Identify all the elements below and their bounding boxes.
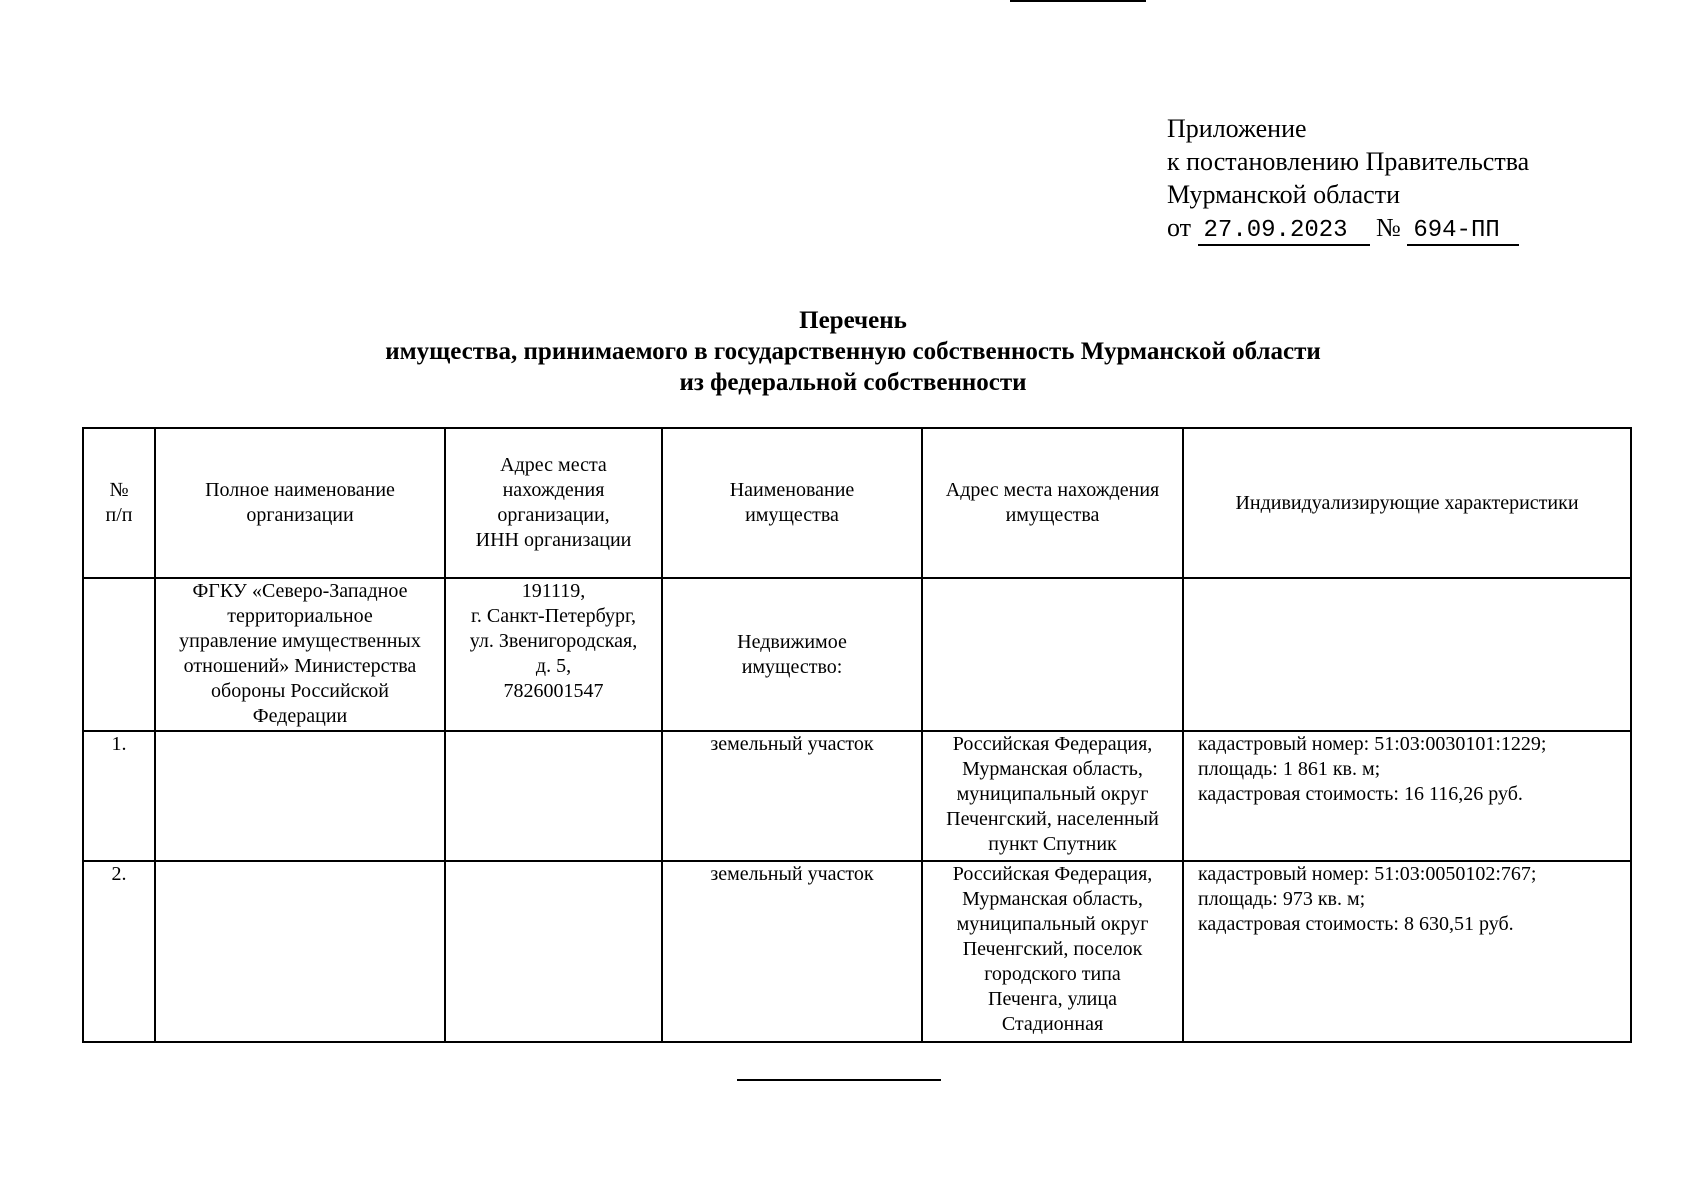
address-line: Печенгский, населенный: [946, 808, 1159, 830]
row-empty-org: [155, 731, 445, 861]
header-text: Полное наименование: [205, 479, 395, 501]
org-name-text: обороны Российской: [211, 680, 389, 702]
row-empty-org: [155, 861, 445, 1042]
header-text: имущества: [1005, 504, 1100, 526]
table-header-row: [83, 428, 1631, 578]
org-address-text: г. Санкт-Петербург,: [470, 605, 637, 627]
address-line: Мурманская область,: [962, 888, 1143, 910]
table-row: [83, 731, 1631, 861]
header-number: [83, 428, 155, 578]
header-org-name: [155, 428, 445, 578]
org-name-text: Федерации: [252, 705, 348, 727]
decree-number: 694-ПП: [1407, 218, 1519, 246]
title-line-3: из федеральной собственности: [679, 369, 1027, 396]
address-line: Российская Федерация,: [952, 863, 1153, 885]
document-title: [0, 305, 1706, 398]
header-text: Адрес места: [500, 454, 607, 476]
header-text: Индивидуализирующие характеристики: [1235, 491, 1579, 514]
org-row-empty-specs: [1183, 578, 1631, 731]
property-name: земельный участок: [662, 731, 922, 861]
address-line: Печенга, улица: [988, 988, 1117, 1010]
appendix-block: [1167, 112, 1529, 246]
header-text: Наименование: [729, 479, 855, 501]
header-property-address: [922, 428, 1183, 578]
header-text: нахождения: [502, 479, 605, 501]
property-type-text: имущество:: [741, 655, 843, 678]
row-empty-org-address: [445, 861, 662, 1042]
org-address-text: ул. Звенигородская,: [469, 630, 638, 652]
appendix-date-line: [1167, 211, 1529, 246]
org-name-text: территориальное: [227, 605, 373, 627]
header-text: №: [109, 479, 129, 501]
property-type-text: Недвижимое: [737, 630, 847, 653]
spec-line: площадь: 973 кв. м;: [1198, 888, 1366, 910]
header-specs: [1183, 428, 1631, 578]
org-row-empty-address: [922, 578, 1183, 731]
org-address-text: 7826001547: [503, 680, 604, 702]
spec-line: кадастровая стоимость: 8 630,51 руб.: [1198, 913, 1514, 935]
address-line: Мурманская область,: [962, 758, 1143, 780]
org-name-text: управление имущественных: [179, 630, 421, 652]
org-row: [83, 578, 1631, 731]
org-name-text: ФГКУ «Северо-Западное: [192, 580, 408, 602]
address-line: муниципальный округ: [956, 783, 1149, 805]
address-line: Печенгский, поселок: [962, 938, 1143, 960]
property-specs: [1183, 731, 1631, 861]
address-line: муниципальный округ: [956, 913, 1149, 935]
org-address-cell: [445, 578, 662, 731]
header-text: ИНН организации: [475, 529, 632, 551]
property-type-cell: [662, 578, 922, 731]
address-line: городского типа: [984, 963, 1121, 985]
appendix-line-3: Мурманской области: [1167, 180, 1400, 209]
header-property-name: [662, 428, 922, 578]
row-number: 2.: [83, 861, 155, 1042]
header-text: Адрес места нахождения: [945, 479, 1160, 501]
property-table: [82, 427, 1632, 1043]
org-name-text: отношений» Министерства: [183, 655, 417, 677]
property-specs: [1183, 861, 1631, 1042]
spec-line: кадастровый номер: 51:03:0030101:1229;: [1198, 733, 1547, 755]
org-name-cell: [155, 578, 445, 731]
address-line: Российская Федерация,: [952, 733, 1153, 755]
header-text: организации,: [497, 504, 610, 526]
footer-divider: [737, 1079, 941, 1081]
address-line: пункт Спутник: [988, 833, 1117, 855]
property-name: земельный участок: [662, 861, 922, 1042]
row-empty-org-address: [445, 731, 662, 861]
title-line-2: имущества, принимаемого в государственную собственность Мурманской области: [385, 338, 1321, 365]
header-text: имущества: [745, 504, 839, 526]
org-row-number: [83, 578, 155, 731]
org-address-text: 191119,: [521, 580, 586, 602]
header-text: п/п: [105, 504, 133, 526]
spec-line: кадастровая стоимость: 16 116,26 руб.: [1198, 783, 1523, 805]
appendix-line-1: Приложение: [1167, 114, 1307, 143]
spec-line: кадастровый номер: 51:03:0050102:767;: [1198, 863, 1537, 885]
property-address: [922, 861, 1183, 1042]
header-text: организации: [246, 504, 354, 526]
spec-line: площадь: 1 861 кв. м;: [1198, 758, 1381, 780]
table-row: [83, 861, 1631, 1042]
org-address-text: д. 5,: [535, 655, 572, 677]
address-line: Стадионная: [1001, 1013, 1104, 1035]
top-underline: [1010, 0, 1146, 2]
from-label: от: [1167, 213, 1192, 242]
row-number: 1.: [83, 731, 155, 861]
header-org-address: [445, 428, 662, 578]
title-line-1: Перечень: [799, 307, 907, 334]
appendix-line-2: к постановлению Правительства: [1167, 147, 1530, 176]
decree-date: 27.09.2023: [1198, 218, 1370, 246]
number-label: №: [1376, 213, 1401, 242]
property-address: [922, 731, 1183, 861]
